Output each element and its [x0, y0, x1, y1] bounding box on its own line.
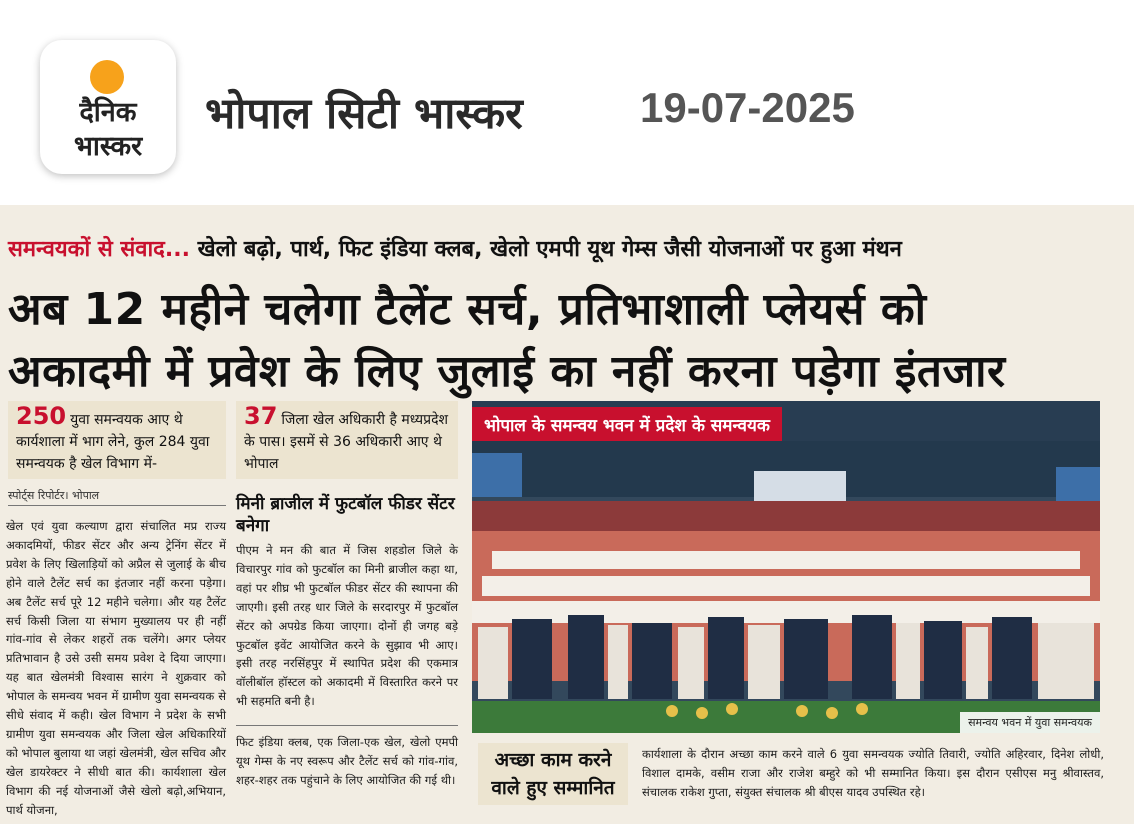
- newspaper-clipping: [0, 205, 1134, 824]
- body-column-2: पीएम ने मन की बात में जिस शहडोल जिले के विचारपुर गांव को फुटबॉल का मिनी ब्राजील कहा था, वहां पर शीघ्र भी फुटबॉल फीडर सेंटर की स्थापना की जाएगी। इसी तरह धार जिले के सरदारपुर में फुटबॉल सेंटर को अपग्रेड किया जाएगा। दोनों ही जगह बड़े फुटबॉल इवेंट आयोजित करने के सुझाव भी आए। इसी तरह नरसिंहपुर में स्थापित प्रदेश की एकमात्र वॉलीबॉल हॉस्टल को अकादमी में विस्तारित करने पर भी सहमति बनी है।: [236, 543, 458, 709]
- stat-box-officers: [236, 401, 458, 479]
- auditorium-photo: [472, 401, 1100, 733]
- app-header: [0, 0, 1134, 205]
- photo-caption: समन्वय भवन में युवा समन्वयक: [960, 712, 1100, 733]
- stat-number: 250: [16, 402, 67, 430]
- stat-text: जिला खेल अधिकारी है मध्यप्रदेश के पास। इसमें से 36 अधिकारी आए थे भोपाल: [244, 412, 449, 472]
- sun-icon: [90, 60, 124, 94]
- byline: स्पोर्ट्स रिपोर्टर। भोपाल: [8, 489, 100, 502]
- photo-tag: भोपाल के समन्वय भवन में प्रदेश के समन्वयक: [472, 407, 782, 441]
- dainik-bhaskar-logo: [40, 40, 176, 174]
- news-photo: [472, 401, 1100, 733]
- stat-text: युवा समन्वयक आए थे कार्यशाला में भाग लेने, कुल 284 युवा समन्वयक है खेल विभाग में-: [16, 412, 210, 472]
- kicker-text: खेलो बढ़ो, पार्थ, फिट इंडिया क्लब, खेलो एमपी यूथ गेम्स जैसी योजनाओं पर हुआ मंथन: [197, 237, 902, 262]
- body-column-1: खेल एवं युवा कल्याण द्वारा संचालित मप्र राज्य अकादमियों, फीडर सेंटर और अन्य ट्रेनिंग सेंटर में प्रवेश के लिए खिलाड़ियों को अप्रैल से जुलाई के बीच होने वाले टैलेंट सर्च का इंतजार नहीं करना पड़ेगा। अब टैलेंट सर्च पूरे 12 महीने चलेगा। और यह टैलेंट सर्च किसी जिला या संभाग मुख्यालय पर ही नहीं गांव-गांव से लेकर शहरों तक चलेंगे। अगर प्लेयर प्रतिभावान है उसे उसी समय प्रवेश दे दिया जाएगा। यह बात खेलमंत्री विश्वास सारंग ने शुक्रवार को भोपाल के समन्वय भवन में ग्रामीण युवा समन्वयक से सीधे संवाद में कही। खेल विभाग ने प्रदेश के सभी ग्रामीण युवा समन्वयक और जिला खेल अधिकारियों को भोपाल बुलाया था जहां खेलमंत्री, खेल सचिव और खेल डायरेक्टर ने सीधी बात की। कार्यशाला खेल विभाग की नई योजनाओं जैसे खेलो बढ़ो,अभियान, पार्थ योजना,: [6, 519, 226, 817]
- publication-name: भोपाल सिटी भास्कर: [205, 89, 523, 139]
- headline-line2: अकादमी में प्रवेश के लिए जुलाई का नहीं करना पड़ेगा इंतजार: [8, 346, 1006, 397]
- kicker: [8, 233, 902, 263]
- kicker-highlight: समन्वयकों से संवाद...: [8, 237, 190, 262]
- logo-text-line2: भास्कर: [73, 131, 143, 162]
- body-column-2b: फिट इंडिया क्लब, एक जिला-एक खेल, खेलो एमपी यूथ गेम्स के नए स्वरूप और टैलेंट सर्च को गांव-गांव, शहर-शहर तक पहुंचाने के लिए आयोजित की गई थी।: [236, 735, 458, 787]
- stat-number: 37: [244, 402, 278, 430]
- stat-box-coordinators: [8, 401, 226, 479]
- divider: [8, 505, 226, 506]
- headline-line1: अब 12 महीने चलेगा टैलेंट सर्च, प्रतिभाशाली प्लेयर्स को: [8, 284, 927, 335]
- honor-box: अच्छा काम करने वाले हुए सम्मानित: [478, 743, 628, 805]
- divider: [236, 725, 458, 726]
- subheading-mini-brazil: मिनी ब्राजील में फुटबॉल फीडर सेंटर बनेगा: [236, 494, 455, 536]
- honor-text: कार्यशाला के दौरान अच्छा काम करने वाले 6 युवा समन्वयक ज्योति तिवारी, ज्योति अहिरवार, दिनेश लोधी, विशाल दामके, वसीम राजा और राजेश बम्हुरे को भी सम्मानित किया। इस दौरान एसीएस मनु श्रीवास्तव, संचालक राकेश गुप्ता, संयुक्त संचालक श्री बीएस यादव उपस्थित रहे।: [642, 747, 1104, 799]
- logo-text-line1: दैनिक: [79, 97, 137, 128]
- publication-date: 19-07-2025: [640, 84, 855, 131]
